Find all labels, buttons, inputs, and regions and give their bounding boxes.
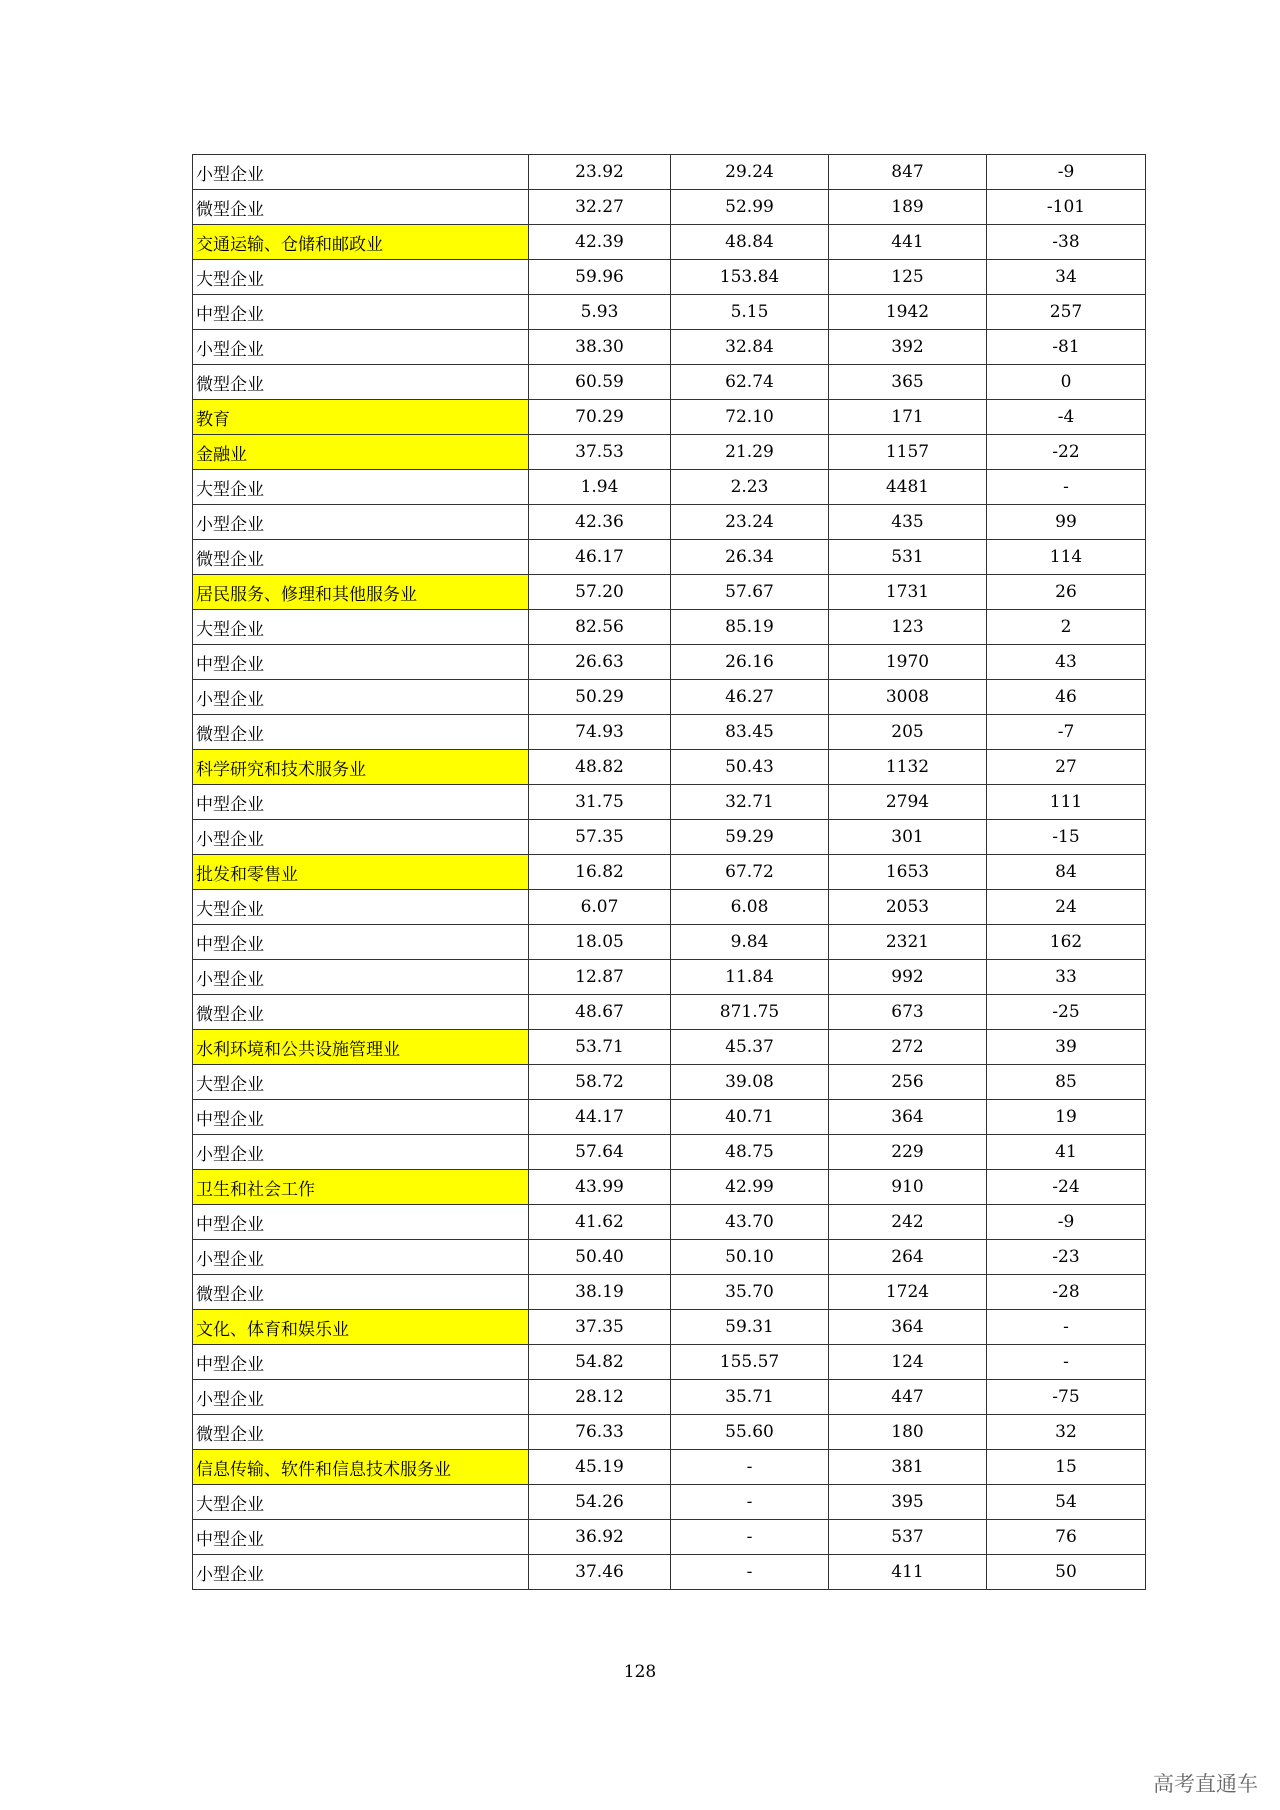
row-name-cell: 中型企业 <box>193 1520 529 1555</box>
value-cell-2: 62.74 <box>671 365 829 400</box>
value-cell-2: 35.71 <box>671 1380 829 1415</box>
value-cell-1: 38.30 <box>529 330 671 365</box>
row-name-cell: 文化、体育和娱乐业 <box>193 1310 529 1345</box>
value-cell-2: 72.10 <box>671 400 829 435</box>
value-cell-3: 673 <box>829 995 987 1030</box>
value-cell-3: 301 <box>829 820 987 855</box>
value-cell-4: 84 <box>987 855 1146 890</box>
value-cell-3: 1724 <box>829 1275 987 1310</box>
value-cell-3: 1731 <box>829 575 987 610</box>
row-name-cell: 微型企业 <box>193 715 529 750</box>
value-cell-2: 26.34 <box>671 540 829 575</box>
row-name-cell: 大型企业 <box>193 1485 529 1520</box>
value-cell-1: 57.20 <box>529 575 671 610</box>
table-row <box>193 295 1146 330</box>
value-cell-1: 1.94 <box>529 470 671 505</box>
value-cell-3: 531 <box>829 540 987 575</box>
table-row <box>193 715 1146 750</box>
table-row <box>193 155 1146 190</box>
value-cell-4: 24 <box>987 890 1146 925</box>
value-cell-4: 41 <box>987 1135 1146 1170</box>
row-name-cell: 中型企业 <box>193 1100 529 1135</box>
row-name-cell: 交通运输、仓储和邮政业 <box>193 225 529 260</box>
value-cell-3: 2321 <box>829 925 987 960</box>
row-name-cell: 微型企业 <box>193 540 529 575</box>
value-cell-2: - <box>671 1555 829 1590</box>
value-cell-1: 57.35 <box>529 820 671 855</box>
value-cell-4: 0 <box>987 365 1146 400</box>
row-name-cell: 小型企业 <box>193 505 529 540</box>
value-cell-1: 45.19 <box>529 1450 671 1485</box>
row-name-cell: 中型企业 <box>193 925 529 960</box>
value-cell-3: 1970 <box>829 645 987 680</box>
value-cell-4: -7 <box>987 715 1146 750</box>
row-name-cell: 小型企业 <box>193 960 529 995</box>
category-row <box>193 435 1146 470</box>
value-cell-3: 395 <box>829 1485 987 1520</box>
value-cell-4: 43 <box>987 645 1146 680</box>
category-row <box>193 225 1146 260</box>
table-row <box>193 1345 1146 1380</box>
row-name-cell: 科学研究和技术服务业 <box>193 750 529 785</box>
value-cell-2: 46.27 <box>671 680 829 715</box>
value-cell-4: - <box>987 1310 1146 1345</box>
value-cell-1: 48.67 <box>529 995 671 1030</box>
value-cell-2: 50.43 <box>671 750 829 785</box>
value-cell-3: 1653 <box>829 855 987 890</box>
value-cell-4: 46 <box>987 680 1146 715</box>
value-cell-1: 50.40 <box>529 1240 671 1275</box>
value-cell-2: 21.29 <box>671 435 829 470</box>
value-cell-4: 111 <box>987 785 1146 820</box>
row-name-cell: 教育 <box>193 400 529 435</box>
row-name-cell: 中型企业 <box>193 1205 529 1240</box>
row-name-cell: 小型企业 <box>193 1135 529 1170</box>
value-cell-1: 53.71 <box>529 1030 671 1065</box>
value-cell-2: 83.45 <box>671 715 829 750</box>
value-cell-1: 59.96 <box>529 260 671 295</box>
table-row <box>193 680 1146 715</box>
value-cell-4: - <box>987 1345 1146 1380</box>
value-cell-1: 37.53 <box>529 435 671 470</box>
value-cell-4: 15 <box>987 1450 1146 1485</box>
row-name-cell: 卫生和社会工作 <box>193 1170 529 1205</box>
value-cell-1: 76.33 <box>529 1415 671 1450</box>
value-cell-3: 242 <box>829 1205 987 1240</box>
value-cell-2: 57.67 <box>671 575 829 610</box>
table-row <box>193 1485 1146 1520</box>
category-row <box>193 1030 1146 1065</box>
value-cell-4: 2 <box>987 610 1146 645</box>
value-cell-4: 34 <box>987 260 1146 295</box>
value-cell-1: 32.27 <box>529 190 671 225</box>
value-cell-3: 125 <box>829 260 987 295</box>
table-row <box>193 505 1146 540</box>
value-cell-3: 256 <box>829 1065 987 1100</box>
value-cell-1: 36.92 <box>529 1520 671 1555</box>
row-name-cell: 小型企业 <box>193 1240 529 1275</box>
value-cell-4: -81 <box>987 330 1146 365</box>
value-cell-1: 23.92 <box>529 155 671 190</box>
category-row <box>193 1450 1146 1485</box>
value-cell-4: 39 <box>987 1030 1146 1065</box>
value-cell-2: 39.08 <box>671 1065 829 1100</box>
value-cell-1: 54.82 <box>529 1345 671 1380</box>
table-row <box>193 610 1146 645</box>
value-cell-3: 2794 <box>829 785 987 820</box>
value-cell-4: -23 <box>987 1240 1146 1275</box>
table-row <box>193 470 1146 505</box>
value-cell-4: -75 <box>987 1380 1146 1415</box>
value-cell-4: -4 <box>987 400 1146 435</box>
row-name-cell: 大型企业 <box>193 610 529 645</box>
row-name-cell: 微型企业 <box>193 365 529 400</box>
value-cell-2: 32.84 <box>671 330 829 365</box>
value-cell-2: - <box>671 1520 829 1555</box>
value-cell-3: 537 <box>829 1520 987 1555</box>
value-cell-3: 2053 <box>829 890 987 925</box>
value-cell-2: - <box>671 1450 829 1485</box>
value-cell-2: 9.84 <box>671 925 829 960</box>
value-cell-1: 48.82 <box>529 750 671 785</box>
row-name-cell: 小型企业 <box>193 1555 529 1590</box>
value-cell-1: 43.99 <box>529 1170 671 1205</box>
value-cell-3: 992 <box>829 960 987 995</box>
value-cell-1: 42.39 <box>529 225 671 260</box>
value-cell-3: 171 <box>829 400 987 435</box>
category-row <box>193 400 1146 435</box>
value-cell-2: 52.99 <box>671 190 829 225</box>
row-name-cell: 居民服务、修理和其他服务业 <box>193 575 529 610</box>
value-cell-3: 229 <box>829 1135 987 1170</box>
table-row <box>193 1380 1146 1415</box>
value-cell-2: 23.24 <box>671 505 829 540</box>
category-row <box>193 1170 1146 1205</box>
table-body <box>193 155 1146 1590</box>
row-name-cell: 微型企业 <box>193 1275 529 1310</box>
value-cell-1: 50.29 <box>529 680 671 715</box>
table-row <box>193 1555 1146 1590</box>
value-cell-1: 12.87 <box>529 960 671 995</box>
value-cell-3: 189 <box>829 190 987 225</box>
value-cell-1: 58.72 <box>529 1065 671 1100</box>
value-cell-3: 441 <box>829 225 987 260</box>
value-cell-4: -9 <box>987 1205 1146 1240</box>
value-cell-2: 35.70 <box>671 1275 829 1310</box>
value-cell-1: 54.26 <box>529 1485 671 1520</box>
row-name-cell: 水利环境和公共设施管理业 <box>193 1030 529 1065</box>
value-cell-2: 55.60 <box>671 1415 829 1450</box>
table-row <box>193 785 1146 820</box>
row-name-cell: 微型企业 <box>193 1415 529 1450</box>
value-cell-2: 155.57 <box>671 1345 829 1380</box>
row-name-cell: 中型企业 <box>193 295 529 330</box>
page-number: 128 <box>623 1662 657 1682</box>
value-cell-3: 411 <box>829 1555 987 1590</box>
table-row <box>193 890 1146 925</box>
table-row <box>193 1205 1146 1240</box>
category-row <box>193 575 1146 610</box>
value-cell-2: 85.19 <box>671 610 829 645</box>
value-cell-2: 42.99 <box>671 1170 829 1205</box>
value-cell-3: 364 <box>829 1100 987 1135</box>
value-cell-2: 59.31 <box>671 1310 829 1345</box>
row-name-cell: 大型企业 <box>193 890 529 925</box>
value-cell-3: 381 <box>829 1450 987 1485</box>
row-name-cell: 小型企业 <box>193 1380 529 1415</box>
value-cell-1: 70.29 <box>529 400 671 435</box>
value-cell-3: 3008 <box>829 680 987 715</box>
value-cell-2: 43.70 <box>671 1205 829 1240</box>
value-cell-3: 910 <box>829 1170 987 1205</box>
value-cell-1: 44.17 <box>529 1100 671 1135</box>
table-row <box>193 260 1146 295</box>
value-cell-3: 123 <box>829 610 987 645</box>
row-name-cell: 大型企业 <box>193 470 529 505</box>
value-cell-1: 5.93 <box>529 295 671 330</box>
value-cell-4: -25 <box>987 995 1146 1030</box>
value-cell-1: 37.46 <box>529 1555 671 1590</box>
value-cell-3: 4481 <box>829 470 987 505</box>
value-cell-3: 272 <box>829 1030 987 1065</box>
value-cell-4: 19 <box>987 1100 1146 1135</box>
table-row <box>193 1415 1146 1450</box>
row-name-cell: 批发和零售业 <box>193 855 529 890</box>
value-cell-3: 180 <box>829 1415 987 1450</box>
row-name-cell: 小型企业 <box>193 820 529 855</box>
value-cell-1: 57.64 <box>529 1135 671 1170</box>
table-row <box>193 1135 1146 1170</box>
value-cell-2: 5.15 <box>671 295 829 330</box>
data-table <box>192 154 1146 1590</box>
table-row <box>193 925 1146 960</box>
value-cell-4: 33 <box>987 960 1146 995</box>
table-row <box>193 1240 1146 1275</box>
table-row <box>193 1065 1146 1100</box>
value-cell-3: 447 <box>829 1380 987 1415</box>
value-cell-3: 364 <box>829 1310 987 1345</box>
row-name-cell: 大型企业 <box>193 260 529 295</box>
row-name-cell: 微型企业 <box>193 190 529 225</box>
value-cell-4: -24 <box>987 1170 1146 1205</box>
value-cell-4: -28 <box>987 1275 1146 1310</box>
value-cell-2: 153.84 <box>671 260 829 295</box>
value-cell-1: 60.59 <box>529 365 671 400</box>
value-cell-3: 847 <box>829 155 987 190</box>
value-cell-1: 16.82 <box>529 855 671 890</box>
value-cell-3: 264 <box>829 1240 987 1275</box>
value-cell-3: 205 <box>829 715 987 750</box>
value-cell-1: 42.36 <box>529 505 671 540</box>
value-cell-3: 435 <box>829 505 987 540</box>
value-cell-3: 365 <box>829 365 987 400</box>
row-name-cell: 中型企业 <box>193 645 529 680</box>
value-cell-2: 48.84 <box>671 225 829 260</box>
value-cell-4: 162 <box>987 925 1146 960</box>
value-cell-3: 1132 <box>829 750 987 785</box>
table-row <box>193 645 1146 680</box>
value-cell-4: -38 <box>987 225 1146 260</box>
row-name-cell: 金融业 <box>193 435 529 470</box>
value-cell-4: - <box>987 470 1146 505</box>
table-row <box>193 190 1146 225</box>
value-cell-4: 85 <box>987 1065 1146 1100</box>
value-cell-1: 18.05 <box>529 925 671 960</box>
value-cell-2: 26.16 <box>671 645 829 680</box>
row-name-cell: 小型企业 <box>193 680 529 715</box>
table-row <box>193 995 1146 1030</box>
table-row <box>193 365 1146 400</box>
value-cell-3: 124 <box>829 1345 987 1380</box>
value-cell-4: 26 <box>987 575 1146 610</box>
value-cell-2: 45.37 <box>671 1030 829 1065</box>
value-cell-1: 26.63 <box>529 645 671 680</box>
value-cell-2: 6.08 <box>671 890 829 925</box>
value-cell-1: 38.19 <box>529 1275 671 1310</box>
category-row <box>193 1310 1146 1345</box>
value-cell-2: 40.71 <box>671 1100 829 1135</box>
value-cell-4: 99 <box>987 505 1146 540</box>
value-cell-2: 871.75 <box>671 995 829 1030</box>
row-name-cell: 小型企业 <box>193 155 529 190</box>
value-cell-4: -15 <box>987 820 1146 855</box>
value-cell-3: 1942 <box>829 295 987 330</box>
value-cell-1: 82.56 <box>529 610 671 645</box>
value-cell-2: 59.29 <box>671 820 829 855</box>
table-row <box>193 1275 1146 1310</box>
value-cell-2: 48.75 <box>671 1135 829 1170</box>
value-cell-3: 1157 <box>829 435 987 470</box>
value-cell-2: 67.72 <box>671 855 829 890</box>
value-cell-4: -101 <box>987 190 1146 225</box>
category-row <box>193 750 1146 785</box>
row-name-cell: 小型企业 <box>193 330 529 365</box>
value-cell-2: 2.23 <box>671 470 829 505</box>
value-cell-2: 32.71 <box>671 785 829 820</box>
table-row <box>193 1520 1146 1555</box>
category-row <box>193 855 1146 890</box>
row-name-cell: 中型企业 <box>193 1345 529 1380</box>
value-cell-1: 28.12 <box>529 1380 671 1415</box>
value-cell-2: 50.10 <box>671 1240 829 1275</box>
value-cell-1: 6.07 <box>529 890 671 925</box>
value-cell-1: 74.93 <box>529 715 671 750</box>
row-name-cell: 信息传输、软件和信息技术服务业 <box>193 1450 529 1485</box>
value-cell-4: -9 <box>987 155 1146 190</box>
value-cell-2: - <box>671 1485 829 1520</box>
value-cell-2: 11.84 <box>671 960 829 995</box>
value-cell-4: 32 <box>987 1415 1146 1450</box>
table-row <box>193 820 1146 855</box>
value-cell-4: -22 <box>987 435 1146 470</box>
watermark: 高考直通车 <box>1153 1772 1258 1796</box>
value-cell-4: 50 <box>987 1555 1146 1590</box>
table-row <box>193 330 1146 365</box>
value-cell-4: 54 <box>987 1485 1146 1520</box>
value-cell-3: 392 <box>829 330 987 365</box>
value-cell-4: 257 <box>987 295 1146 330</box>
row-name-cell: 大型企业 <box>193 1065 529 1100</box>
value-cell-1: 41.62 <box>529 1205 671 1240</box>
value-cell-4: 76 <box>987 1520 1146 1555</box>
row-name-cell: 微型企业 <box>193 995 529 1030</box>
value-cell-1: 31.75 <box>529 785 671 820</box>
table-row <box>193 540 1146 575</box>
value-cell-4: 114 <box>987 540 1146 575</box>
row-name-cell: 中型企业 <box>193 785 529 820</box>
table-row <box>193 1100 1146 1135</box>
table-row <box>193 960 1146 995</box>
value-cell-1: 46.17 <box>529 540 671 575</box>
value-cell-1: 37.35 <box>529 1310 671 1345</box>
value-cell-4: 27 <box>987 750 1146 785</box>
value-cell-2: 29.24 <box>671 155 829 190</box>
